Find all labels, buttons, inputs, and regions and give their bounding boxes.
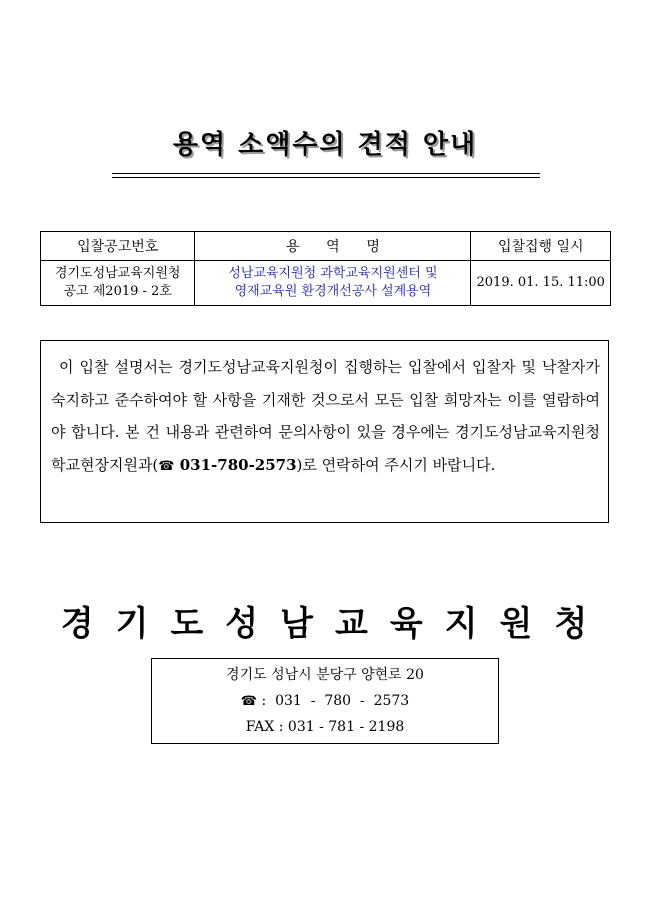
notice-box — [40, 340, 609, 523]
notice-text-end: )로 연락하여 주시기 바랍니다. — [296, 455, 496, 474]
phone-icon: ☎ — [158, 458, 175, 474]
contact-phone: : 031 - 780 - 2573 — [257, 693, 410, 709]
title-underline-top — [112, 173, 540, 174]
cell-schedule: 2019. 01. 15. 11:00 — [471, 261, 611, 306]
notice-no-line2: 공고 제2019 - 2호 — [63, 284, 172, 299]
contact-box — [151, 658, 499, 744]
page-title: 용역 소액수의 견적 안내 — [172, 130, 478, 160]
notice-text-main: 이 입찰 설명서는 경기도성남교육지원청이 집행하는 입찰에서 입찰자 및 낙찰자가 숙지하고 준수하여야 할 사항을 기재한 것으로서 모든 입찰 희망자는 이를 열람하여야 합니다. 본 건 내용과 관련하여 문의사항이 있을 경우에는 경기도성남교육지원청 학교현장지원과( — [51, 358, 600, 474]
notice-no-line1: 경기도성남교육지원청 — [54, 266, 181, 281]
header-notice-no: 입찰공고번호 — [41, 232, 195, 261]
title-underline-bottom — [112, 177, 540, 178]
table-header-row — [41, 232, 611, 261]
table-row — [41, 261, 611, 306]
contact-phone-row — [152, 688, 498, 714]
contact-fax: FAX : 031 - 781 - 2198 — [245, 719, 405, 735]
cell-service-name — [195, 261, 471, 306]
service-name-line1: 성남교육지원청 과학교육지원센터 및 — [228, 266, 438, 281]
service-name-line2: 영재교육원 환경개선공사 설계용역 — [234, 284, 432, 299]
contact-address: 경기도 성남시 분당구 양현로 20 — [226, 667, 424, 683]
bid-info-table — [40, 231, 611, 306]
header-schedule: 입찰집행 일시 — [471, 232, 611, 261]
notice-phone-number: 031-780-2573 — [174, 455, 297, 474]
header-service-name-label: 용 역 명 — [285, 239, 380, 255]
notice-text — [51, 351, 600, 483]
cell-notice-no — [41, 261, 195, 306]
organization-name: 경기도성남교육지원청 — [60, 604, 610, 644]
header-service-name — [195, 232, 471, 261]
phone-icon: ☎ — [240, 694, 257, 709]
